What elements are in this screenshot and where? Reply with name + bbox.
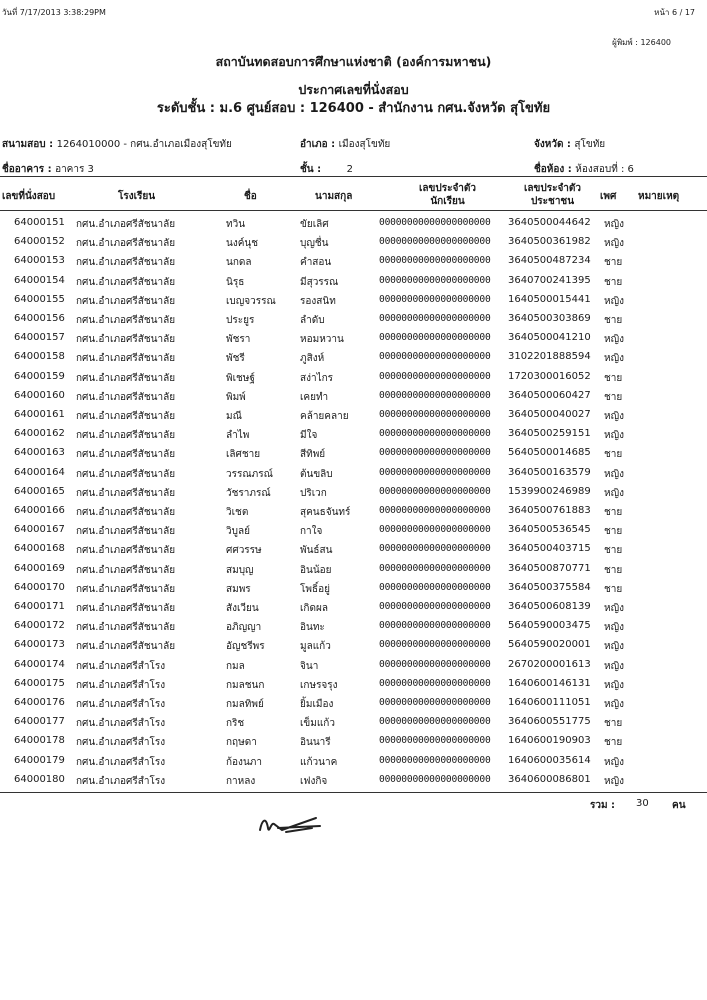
cell-surname: เฟงกิจ: [300, 775, 328, 787]
cell-surname: เกิดผล: [300, 603, 328, 614]
cell-seat: 64000166: [14, 505, 65, 516]
cell-seat: 64000173: [14, 639, 65, 651]
announcement-title: ประกาศเลขที่นั่งสอบ: [298, 82, 409, 97]
cell-school: กศน.อำเภอศรีสัชนาลัย: [76, 334, 176, 346]
cell-school: กศน.อำเภอศรีสัชนาลัย: [76, 353, 176, 365]
cell-gender: หญิง: [604, 775, 624, 787]
cell-name: อภิญญา: [226, 622, 262, 634]
cell-school: กศน.อำเภอศรีสำโรง: [76, 775, 166, 787]
cell-citizen-id: 1720300016052: [508, 370, 591, 382]
table-row: [0, 771, 707, 789]
cell-student-id: 00000000000000000000: [379, 447, 491, 459]
cell-student-id: 00000000000000000000: [379, 601, 491, 612]
cell-name: ศศวรรษ: [226, 545, 262, 557]
signature-image: [256, 808, 326, 838]
cell-gender: ชาย: [604, 564, 623, 576]
cell-citizen-id: 3640500536545: [508, 524, 591, 536]
cell-school: กศน.อำเภอศรีสัชนาลัย: [76, 583, 176, 595]
cell-seat: 64000171: [14, 601, 65, 612]
cell-surname: จินา: [300, 660, 319, 672]
room-value: ห้องสอบที่ : 6: [575, 164, 634, 175]
cell-surname: เข็มแก้ว: [300, 718, 335, 730]
cell-name: ประยูร: [226, 315, 255, 326]
cell-citizen-id: 1640600111051: [508, 697, 591, 708]
floor: [300, 157, 353, 177]
cell-school: กศน.อำเภอศรีสัชนาลัย: [76, 468, 176, 480]
cell-school: กศน.อำเภอศรีสำโรง: [76, 756, 166, 768]
cell-seat: 64000161: [14, 409, 65, 420]
cell-school: กศน.อำเภอศรีสัชนาลัย: [76, 276, 176, 288]
cell-school: กศน.อำเภอศรีสัชนาลัย: [76, 622, 176, 634]
cell-student-id: 00000000000000000000: [379, 524, 491, 536]
cell-gender: หญิง: [604, 487, 624, 499]
table-row: [0, 675, 707, 693]
cell-student-id: 00000000000000000000: [379, 677, 491, 689]
cell-seat: 64000177: [14, 716, 65, 728]
cell-gender: ชาย: [604, 391, 623, 403]
cell-seat: 64000165: [14, 485, 65, 497]
cell-citizen-id: 3640500403715: [508, 543, 591, 555]
cell-seat: 64000179: [14, 754, 65, 766]
cell-school: กศน.อำเภอศรีสัชนาลัย: [76, 526, 176, 538]
cell-student-id: 00000000000000000000: [379, 620, 491, 632]
cell-surname: ปริเวก: [300, 487, 327, 499]
cell-seat: 64000163: [14, 447, 65, 459]
cell-seat: 64000153: [14, 255, 65, 267]
cell-name: นกดล: [226, 257, 252, 269]
district: [300, 132, 390, 152]
col-surname: นามสกุล: [315, 191, 353, 202]
cell-citizen-id: 3640600551775: [508, 716, 591, 728]
cell-student-id: 00000000000000000000: [379, 773, 491, 785]
cell-seat: 64000155: [14, 293, 65, 305]
cell-surname: กาใจ: [300, 526, 323, 538]
table-row: [0, 310, 707, 328]
col-citizen-id-line1: เลขประจำตัว: [523, 183, 582, 194]
cell-gender: ชาย: [604, 737, 623, 749]
cell-seat: 64000167: [14, 524, 65, 536]
cell-surname: ยิ้มเมือง: [300, 699, 334, 710]
cell-seat: 64000172: [14, 620, 65, 632]
table-row: [0, 636, 707, 654]
total-unit: คน: [672, 800, 686, 811]
table-row: [0, 521, 707, 539]
table-row: [0, 656, 707, 674]
cell-seat: 64000154: [14, 274, 65, 286]
cell-school: กศน.อำเภอศรีสัชนาลัย: [76, 430, 176, 442]
cell-seat: 64000176: [14, 697, 65, 708]
cell-seat: 64000168: [14, 543, 65, 555]
page-number: หน้า 6 / 17: [654, 8, 695, 17]
table-row: [0, 214, 707, 232]
col-school: โรงเรียน: [118, 191, 156, 202]
cell-gender: หญิง: [604, 641, 624, 653]
col-student-id-line2: นักเรียน: [430, 196, 465, 207]
cell-school: กศน.อำเภอศรีสัชนาลัย: [76, 564, 176, 576]
table-row: [0, 560, 707, 578]
cell-student-id: 00000000000000000000: [379, 466, 491, 478]
cell-school: กศน.อำเภอศรีสัชนาลัย: [76, 238, 176, 250]
cell-seat: 64000164: [14, 466, 65, 478]
cell-student-id: 00000000000000000000: [379, 409, 491, 420]
cell-surname: ลำดับ: [300, 315, 325, 326]
table-row: [0, 348, 707, 366]
total-count: 30: [636, 798, 649, 809]
cell-gender: หญิง: [604, 353, 624, 365]
cell-citizen-id: 3640600086801: [508, 773, 591, 785]
cell-name: อัญชรีพร: [226, 641, 265, 653]
cell-seat: 64000156: [14, 313, 65, 324]
cell-seat: 64000151: [14, 217, 65, 228]
cell-student-id: 00000000000000000000: [379, 313, 491, 324]
cell-name: ก้องนภา: [226, 756, 262, 768]
cell-seat: 64000170: [14, 581, 65, 593]
table-row: [0, 502, 707, 520]
cell-school: กศน.อำเภอศรีสำโรง: [76, 660, 166, 672]
cell-gender: ชาย: [604, 507, 623, 518]
table-row: [0, 598, 707, 616]
cell-gender: หญิง: [604, 622, 624, 634]
cell-gender: หญิง: [604, 430, 624, 442]
province: [534, 132, 605, 152]
cell-surname: แก้วนาค: [300, 756, 338, 768]
cell-seat: 64000169: [14, 562, 65, 574]
cell-name: วิเชต: [226, 507, 249, 518]
cell-citizen-id: 3640500375584: [508, 581, 591, 593]
cell-surname: สีทิพย์: [300, 449, 326, 461]
col-citizen-id-line2: ประชาชน: [530, 196, 575, 207]
cell-name: ลำไพ: [226, 430, 250, 442]
table-row: [0, 694, 707, 712]
org-title: สถาบันทดสอบการศึกษาแห่งชาติ (องค์การมหาชน): [215, 54, 492, 69]
cell-citizen-id: 3640500487234: [508, 255, 591, 267]
cell-surname: มูลแก้ว: [300, 641, 331, 653]
cell-student-id: 00000000000000000000: [379, 639, 491, 651]
cell-citizen-id: 3640500060427: [508, 389, 591, 401]
cell-seat: 64000157: [14, 332, 65, 344]
cell-school: กศน.อำเภอศรีสัชนาลัย: [76, 507, 176, 518]
cell-seat: 64000160: [14, 389, 65, 401]
cell-citizen-id: 1640500015441: [508, 293, 591, 305]
cell-gender: หญิง: [604, 411, 624, 422]
cell-citizen-id: 3640500761883: [508, 505, 591, 516]
cell-school: กศน.อำเภอศรีสัชนาลัย: [76, 641, 176, 653]
cell-name: นิรุธ: [226, 276, 245, 288]
table-row: [0, 368, 707, 386]
cell-name: พัชรี: [226, 353, 245, 365]
cell-name: พิเชษฐ์: [226, 372, 255, 384]
cell-surname: บุญชื่น: [300, 238, 329, 250]
table-row: [0, 732, 707, 750]
cell-name: สังเวียน: [226, 603, 259, 614]
cell-student-id: 00000000000000000000: [379, 351, 491, 363]
cell-student-id: 00000000000000000000: [379, 332, 491, 344]
cell-student-id: 00000000000000000000: [379, 716, 491, 728]
cell-surname: อินนารี: [300, 737, 331, 749]
cell-school: กศน.อำเภอศรีสำโรง: [76, 718, 166, 730]
cell-surname: เกษรจรุง: [300, 679, 338, 691]
cell-surname: สุคนธจันทร์: [300, 507, 351, 518]
cell-seat: 64000180: [14, 773, 65, 785]
cell-student-id: 00000000000000000000: [379, 428, 491, 440]
cell-seat: 64000162: [14, 428, 65, 440]
level-title: ระดับชั้น : ม.6 ศูนย์สอบ : 126400 - สำนักงาน กศน.จังหวัด สุโขทัย: [156, 101, 551, 116]
cell-surname: มีสุวรรณ: [300, 276, 339, 288]
cell-name: เบญจวรรณ: [226, 295, 276, 307]
table-row: [0, 579, 707, 597]
cell-student-id: 00000000000000000000: [379, 658, 491, 670]
cell-surname: คำสอน: [300, 257, 332, 269]
cell-surname: ภูสิงห์: [300, 353, 325, 365]
cell-gender: หญิง: [604, 679, 624, 691]
cell-student-id: 00000000000000000000: [379, 485, 491, 497]
cell-gender: ชาย: [604, 449, 623, 461]
cell-name: มณี: [226, 411, 242, 422]
room-label: ชื่อห้อง :: [534, 164, 576, 175]
cell-student-id: 00000000000000000000: [379, 255, 491, 267]
table-row: [0, 752, 707, 770]
cell-surname: เคยทำ: [300, 391, 329, 403]
cell-gender: หญิง: [604, 219, 624, 230]
cell-citizen-id: 3640500608139: [508, 601, 591, 612]
cell-seat: 64000178: [14, 735, 65, 747]
cell-gender: ชาย: [604, 276, 623, 288]
cell-school: กศน.อำเภอศรีสำโรง: [76, 679, 166, 691]
cell-citizen-id: 1640600146131: [508, 677, 591, 689]
cell-school: กศน.อำเภอศรีสัชนาลัย: [76, 295, 176, 307]
cell-surname: มีใจ: [300, 430, 318, 442]
cell-name: กมลทิพย์: [226, 699, 264, 710]
cell-citizen-id: 3640500361982: [508, 236, 591, 248]
cell-citizen-id: 1539900246989: [508, 485, 591, 497]
table-row: [0, 540, 707, 558]
table-row: [0, 464, 707, 482]
cell-seat: 64000174: [14, 658, 65, 670]
cell-citizen-id: 2670200001613: [508, 658, 591, 670]
cell-gender: ชาย: [604, 583, 623, 595]
col-student-id: [400, 182, 495, 208]
cell-seat: 64000175: [14, 677, 65, 689]
building-label: ชื่ออาคาร :: [2, 164, 56, 175]
cell-name: เลิศชาย: [226, 449, 261, 461]
cell-school: กศน.อำเภอศรีสัชนาลัย: [76, 411, 176, 422]
cell-citizen-id: 5640590003475: [508, 620, 591, 632]
cell-citizen-id: 5640500014685: [508, 447, 591, 459]
table-row: [0, 617, 707, 635]
cell-gender: ชาย: [604, 257, 623, 269]
cell-citizen-id: 1640600035614: [508, 754, 591, 766]
cell-name: วรรณภรณ์: [226, 468, 273, 480]
cell-citizen-id: 3640500040027: [508, 409, 591, 420]
cell-name: สมบุญ: [226, 564, 254, 576]
cell-seat: 64000158: [14, 351, 65, 363]
cell-citizen-id: 3640500259151: [508, 428, 591, 440]
cell-school: กศน.อำเภอศรีสัชนาลัย: [76, 372, 176, 384]
cell-citizen-id: 3640500870771: [508, 562, 591, 574]
cell-name: กริช: [226, 718, 245, 730]
table-row: [0, 252, 707, 270]
cell-gender: หญิง: [604, 699, 624, 710]
cell-student-id: 00000000000000000000: [379, 754, 491, 766]
print-date: วันที่ 7/17/2013 3:38:29PM: [2, 8, 106, 17]
cell-name: นงค์นุช: [226, 238, 259, 250]
district-value: เมืองสุโขทัย: [338, 139, 391, 150]
cell-student-id: 00000000000000000000: [379, 370, 491, 382]
cell-school: กศน.อำเภอศรีสำโรง: [76, 737, 166, 749]
cell-gender: หญิง: [604, 334, 624, 346]
cell-citizen-id: 3640500303869: [508, 313, 591, 324]
cell-student-id: 00000000000000000000: [379, 581, 491, 593]
building-value: อาคาร 3: [55, 164, 94, 175]
cell-school: กศน.อำเภอศรีสัชนาลัย: [76, 603, 176, 614]
cell-name: กมลชนก: [226, 679, 265, 691]
cell-student-id: 00000000000000000000: [379, 293, 491, 305]
cell-student-id: 00000000000000000000: [379, 562, 491, 574]
cell-surname: สง่าไกร: [300, 372, 334, 384]
cell-seat: 64000159: [14, 370, 65, 382]
floor-label: ชั้น :: [300, 164, 325, 175]
cell-name: พิมพ์: [226, 391, 246, 403]
cell-school: กศน.อำเภอศรีสัชนาลัย: [76, 315, 176, 326]
cell-citizen-id: 3640700241395: [508, 274, 591, 286]
cell-surname: ขัยเลิศ: [300, 219, 329, 230]
cell-gender: หญิง: [604, 468, 624, 480]
cell-gender: หญิง: [604, 660, 624, 672]
district-label: อำเภอ :: [300, 139, 339, 150]
cell-school: กศน.อำเภอศรีสำโรง: [76, 699, 166, 710]
printer-code: ผู้พิมพ์ : 126400: [612, 38, 671, 47]
building: [2, 157, 94, 177]
cell-gender: ชาย: [604, 372, 623, 384]
cell-name: สมพร: [226, 583, 251, 595]
table-bottom-rule: [0, 792, 707, 793]
cell-citizen-id: 3640500163579: [508, 466, 591, 478]
header-bottom-rule: [0, 210, 707, 211]
table-row: [0, 387, 707, 405]
cell-surname: พันธ์สน: [300, 545, 333, 557]
cell-surname: โพธิ์อยู่: [300, 583, 330, 595]
cell-student-id: 00000000000000000000: [379, 697, 491, 708]
cell-name: พัชรา: [226, 334, 251, 346]
cell-student-id: 00000000000000000000: [379, 505, 491, 516]
cell-school: กศน.อำเภอศรีสัชนาลัย: [76, 487, 176, 499]
cell-school: กศน.อำเภอศรีสัชนาลัย: [76, 545, 176, 557]
cell-seat: 64000152: [14, 236, 65, 248]
cell-surname: อินน้อย: [300, 564, 332, 576]
cell-citizen-id: 1640600190903: [508, 735, 591, 747]
cell-school: กศน.อำเภอศรีสัชนาลัย: [76, 257, 176, 269]
col-gender: เพศ: [600, 191, 617, 202]
cell-gender: ชาย: [604, 718, 623, 730]
table-row: [0, 233, 707, 251]
cell-school: กศน.อำเภอศรีสัชนาลัย: [76, 219, 176, 230]
room: [534, 157, 634, 177]
table-row: [0, 483, 707, 501]
cell-school: กศน.อำเภอศรีสัชนาลัย: [76, 391, 176, 403]
cell-surname: คล้ายคลาย: [300, 411, 349, 422]
cell-gender: หญิง: [604, 603, 624, 614]
col-note: หมายเหตุ: [638, 191, 680, 202]
cell-gender: หญิง: [604, 238, 624, 250]
cell-citizen-id: 3640500041210: [508, 332, 591, 344]
cell-student-id: 00000000000000000000: [379, 543, 491, 555]
cell-name: วัชราภรณ์: [226, 487, 271, 499]
cell-student-id: 00000000000000000000: [379, 274, 491, 286]
exam-site-value: 1264010000 - กศน.อำเภอเมืองสุโขทัย: [56, 139, 232, 150]
cell-student-id: 00000000000000000000: [379, 217, 491, 228]
cell-name: ทวิน: [226, 219, 246, 230]
cell-name: กฤษดา: [226, 737, 257, 749]
table-row: [0, 444, 707, 462]
cell-gender: ชาย: [604, 315, 623, 326]
header-top-rule: [0, 176, 707, 177]
cell-name: กมล: [226, 660, 245, 672]
table-row: [0, 272, 707, 290]
cell-student-id: 00000000000000000000: [379, 236, 491, 248]
col-student-id-line1: เลขประจำตัว: [418, 183, 477, 194]
cell-name: กาหลง: [226, 775, 256, 787]
total-label: รวม :: [590, 800, 616, 811]
province-label: จังหวัด :: [534, 139, 575, 150]
table-row: [0, 425, 707, 443]
cell-surname: อินทะ: [300, 622, 325, 634]
cell-surname: หอมหวาน: [300, 334, 344, 346]
col-seat: เลขที่นั่งสอบ: [2, 191, 56, 202]
cell-citizen-id: 3640500044642: [508, 217, 591, 228]
cell-surname: รองสนิท: [300, 295, 336, 307]
cell-gender: ชาย: [604, 526, 623, 538]
cell-gender: หญิง: [604, 295, 624, 307]
cell-student-id: 00000000000000000000: [379, 735, 491, 747]
table-row: [0, 406, 707, 424]
cell-surname: ต้นขลิบ: [300, 468, 333, 480]
cell-school: กศน.อำเภอศรีสัชนาลัย: [76, 449, 176, 461]
exam-site: [2, 132, 232, 152]
exam-site-label: สนามสอบ :: [2, 139, 57, 150]
col-name: ชื่อ: [244, 191, 257, 202]
table-row: [0, 291, 707, 309]
cell-citizen-id: 3102201888594: [508, 351, 591, 363]
cell-name: วิบูลย์: [226, 526, 250, 538]
cell-gender: หญิง: [604, 756, 624, 768]
cell-citizen-id: 5640590020001: [508, 639, 591, 651]
table-row: [0, 713, 707, 731]
province-value: สุโขทัย: [574, 139, 606, 150]
col-citizen-id: [505, 182, 600, 208]
cell-gender: ชาย: [604, 545, 623, 557]
floor-value: 2: [346, 164, 353, 175]
table-row: [0, 329, 707, 347]
cell-student-id: 00000000000000000000: [379, 389, 491, 401]
